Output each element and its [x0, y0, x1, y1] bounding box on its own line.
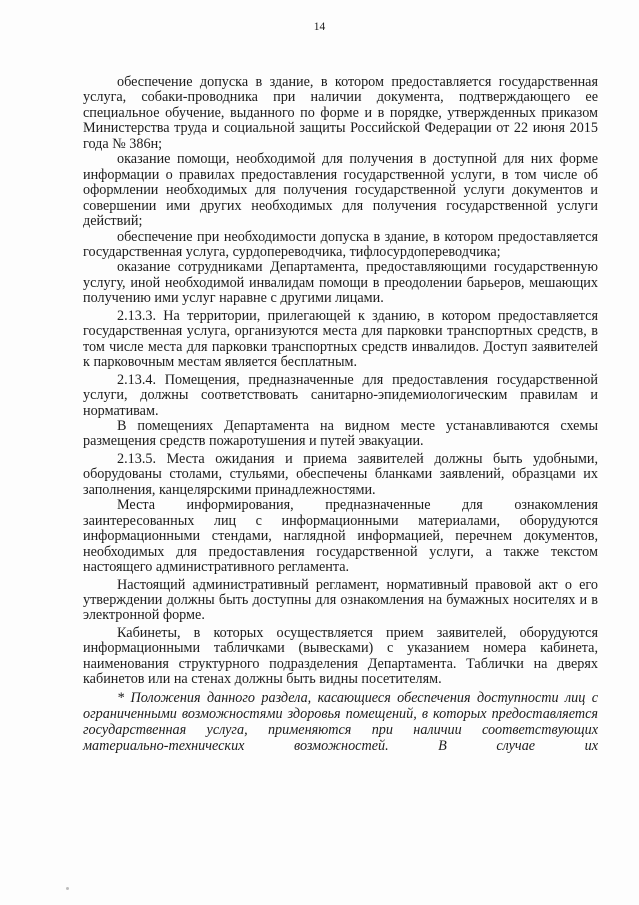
paragraph-info-places: Места информирования, предназначенные для ознакомления заинтересованных лиц с информационными материалами, оборудуются информационными стендами, наглядной информацией, перечнем документов, необходимых для предоставления государственной услуги, а также текстом настоящего административного регламента. [83, 497, 598, 576]
document-body [83, 75, 598, 754]
paragraph-2-13-5-waiting-areas: 2.13.5. Места ожидания и приема заявителей должны быть удобными, оборудованы столами, стульями, обеспечены бланками заявлений, образцами их заполнения, канцелярскими принадлежностями. [83, 450, 598, 498]
footnote-accessibility: * Положения данного раздела, касающиеся обеспечения доступности лиц с ограниченными возможностями здоровья помещений, в которых предоставляется государственная услуга, применяются при наличии соответствующих материально-технических возможностей. В случае их [83, 689, 598, 754]
paragraph-office-signs: Кабинеты, в которых осуществляется прием заявителей, оборудуются информационными табличками (вывесками) с указанием номера кабинета, наименования структурного подразделения Департамента. Таблички на дверях кабинетов или на стенах должны быть видны посетителям. [83, 624, 598, 688]
paragraph-2-13-3-parking: 2.13.3. На территории, прилегающей к зданию, в котором предоставляется государственная услуга, организуются места для парковки транспортных средств, в том числе места для парковки транспортных средств инвалидов. Доступ заявителей к парковочным местам является бесплатным. [83, 307, 598, 371]
paragraph-info-assistance: оказание помощи, необходимой для получения в доступной для них форме информации о правилах предоставления государственной услуги, в том числе об оформлении необходимых для получения государственной услуги документов и совершении ими других необходимых для получения государственной услуги действий; [83, 151, 598, 230]
paragraph-evacuation-schemes: В помещениях Департамента на видном месте устанавливаются схемы размещения средств пожаротушения и путей эвакуации. [83, 417, 598, 450]
paragraph-staff-assistance: оказание сотрудниками Департамента, предоставляющими государственную услугу, иной необходимой инвалидам помощи в преодолении барьеров, мешающих получению ими услуг наравне с другими лицами. [83, 259, 598, 307]
paragraph-guide-dog-access: обеспечение допуска в здание, в котором предоставляется государственная услуга, собаки-проводника при наличии документа, подтверждающего ее специальное обучение, выданного по форме и в порядке, утвержденных приказом Министерства труда и социальной защиты Российской Федерации от 22 июня 2015 года № 386н; [83, 74, 598, 152]
paragraph-sign-interpreter: обеспечение при необходимости допуска в здание, в котором предоставляется государственная услуга, сурдопереводчика, тифлосурдопереводчика; [83, 228, 598, 260]
paragraph-regulation-availability: Настоящий административный регламент, нормативный правовой акт о его утверждении должны быть доступны для ознакомления на бумажных носителях и в электронной форме. [83, 576, 598, 624]
page-number: 14 [313, 21, 326, 33]
paragraph-2-13-4-premises: 2.13.4. Помещения, предназначенные для предоставления государственной услуги, должны соответствовать санитарно-эпидемиологическим правилам и нормативам. [83, 371, 598, 419]
scan-speck [66, 887, 69, 890]
